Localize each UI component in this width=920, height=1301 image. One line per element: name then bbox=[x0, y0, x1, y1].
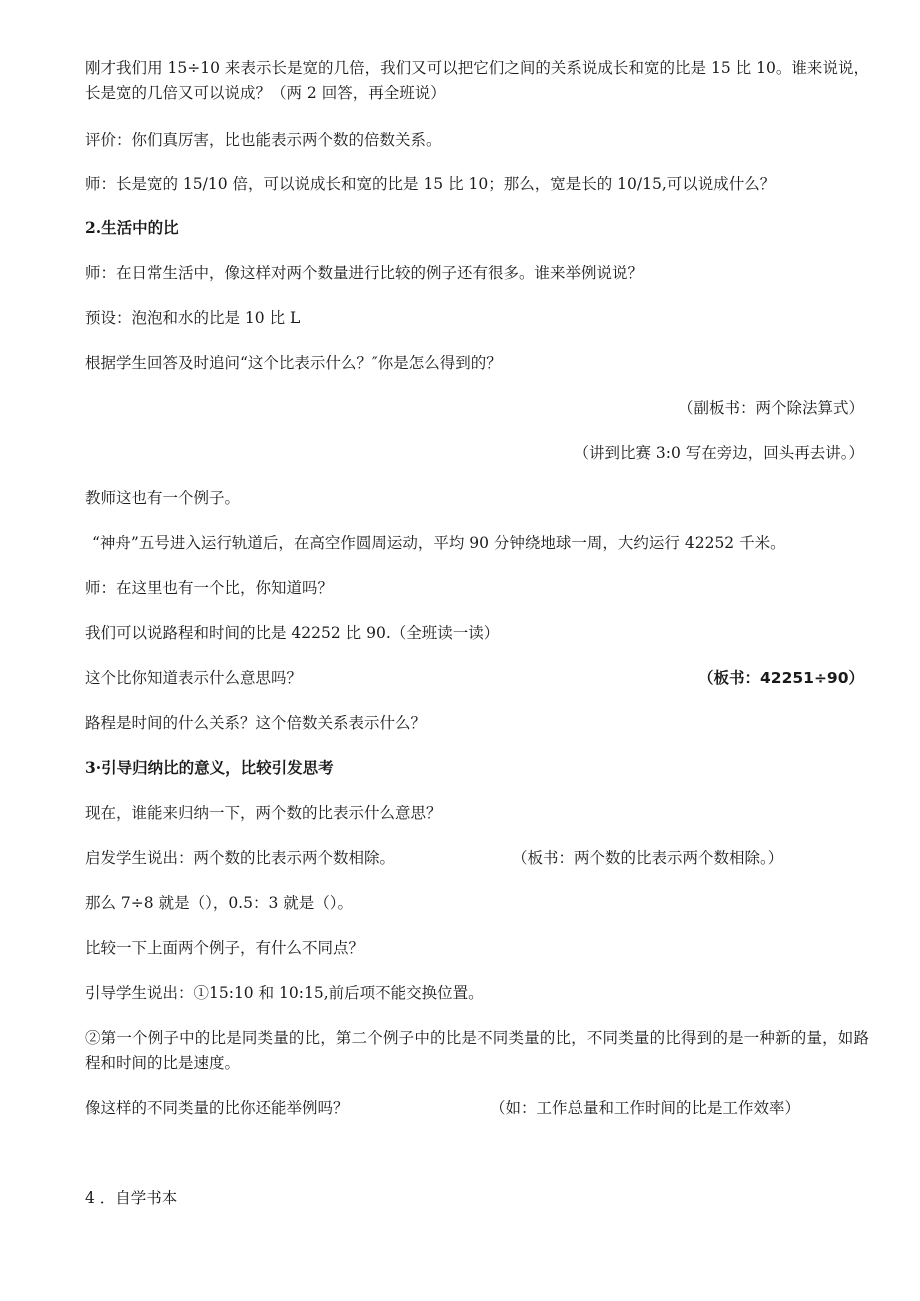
paragraph-inspire: 启发学生说出：两个数的比表示两个数相除。 bbox=[85, 849, 396, 867]
section-heading-3: 3·引导归纳比的意义，比较引发思考 bbox=[85, 758, 334, 777]
paragraph-teacher-ratio: 师：在这里也有一个比，你知道吗？ bbox=[85, 579, 334, 597]
paragraph-examples-question: 像这样的不同类量的比你还能举例吗？ bbox=[85, 1099, 349, 1117]
paragraph-exercise: 那么 7÷8 就是（），0.5：3 就是（）。 bbox=[85, 894, 354, 912]
paragraph-guide-1: 引导学生说出：①15:10 和 10:15,前后项不能交换位置。 bbox=[85, 984, 484, 1002]
paragraph-teacher-question: 师：长是宽的 15/10 倍，可以说成长和宽的比是 15 比 10；那么，宽是长的 10/15,可以说成什么？ bbox=[85, 175, 776, 193]
note-board-division: （板书：42251÷90） bbox=[698, 669, 864, 687]
note-match-score: （讲到比赛 3:0 写在旁边，回头再去讲。） bbox=[573, 444, 864, 462]
paragraph-shenzhou: “神舟”五号进入运行轨道后，在高空作圆周运动，平均 90 分钟绕地球一周，大约运行 42252 千米。 bbox=[92, 534, 786, 552]
note-work-efficiency: （如：工作总量和工作时间的比是工作效率） bbox=[490, 1099, 801, 1117]
paragraph-preset: 预设：泡泡和水的比是 10 比 L bbox=[85, 309, 301, 327]
section-heading-2: 2.生活中的比 bbox=[85, 218, 179, 237]
paragraph-guide-2: ②第一个例子中的比是同类量的比，第二个例子中的比是不同类量的比，不同类量的比得到的是一种新的量，如路程和时间的比是速度。 bbox=[85, 1029, 869, 1072]
section-heading-4: 4 ．自学书本 bbox=[85, 1189, 178, 1207]
paragraph-evaluation: 评价：你们真厉害，比也能表示两个数的倍数关系。 bbox=[85, 131, 442, 149]
paragraph-teacher-example: 教师这也有一个例子。 bbox=[85, 489, 241, 507]
paragraph-relation-question: 路程是时间的什么关系？这个倍数关系表示什么？ bbox=[85, 714, 427, 732]
paragraph-follow-up: 根据学生回答及时追问“这个比表示什么？″你是怎么得到的？ bbox=[85, 354, 502, 372]
paragraph-compare: 比较一下上面两个例子，有什么不同点？ bbox=[85, 939, 365, 957]
paragraph-distance-time: 我们可以说路程和时间的比是 42252 比 90.（全班读一读） bbox=[85, 624, 500, 642]
note-board-definition: （板书：两个数的比表示两个数相除。） bbox=[512, 849, 784, 867]
paragraph-summarize: 现在，谁能来归纳一下，两个数的比表示什么意思？ bbox=[85, 804, 442, 822]
paragraph-teacher-daily-life: 师：在日常生活中，像这样对两个数量进行比较的例子还有很多。谁来举例说说？ bbox=[85, 264, 644, 282]
paragraph-intro: 刚才我们用 15÷10 来表示长是宽的几倍，我们又可以把它们之间的关系说成长和宽的比是 15 比 10。谁来说说，长是宽的几倍又可以说成？（两 2 回答，再全班说） bbox=[85, 59, 869, 102]
paragraph-meaning-question: 这个比你知道表示什么意思吗？ bbox=[85, 669, 303, 687]
note-sub-board: （副板书：两个除法算式） bbox=[677, 399, 864, 417]
